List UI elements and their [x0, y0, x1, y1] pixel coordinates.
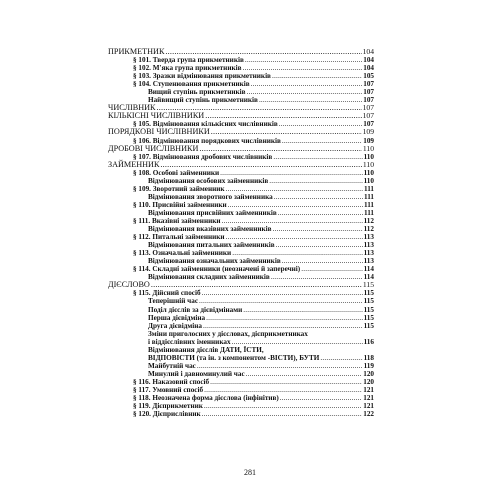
toc-entry-page: 115: [362, 280, 374, 290]
toc-entry-label: Вищий ступінь прикметників: [148, 88, 246, 97]
toc-entry: [108, 128, 374, 136]
toc-entry: [108, 201, 374, 209]
toc-entry: [108, 48, 374, 56]
toc-entry-page: 107: [362, 103, 374, 113]
toc-entry: [108, 177, 374, 185]
toc-entry-label: § 118. Неозначена форма дієслова (інфінітив): [133, 394, 279, 403]
toc-entry-label: § 119. Дієприкметник: [133, 402, 203, 411]
toc-leader-dots: [160, 161, 361, 169]
toc-entry-label: ЗАЙМЕННИК: [108, 159, 160, 169]
toc-entry-page: 104: [362, 47, 374, 56]
toc-entry-page: 104: [363, 56, 374, 65]
toc-leader-dots: [259, 96, 362, 104]
toc-entry-label: ДРОБОВІ ЧИСЛІВНИКИ: [108, 143, 199, 153]
toc-entry-page: 120: [363, 369, 374, 378]
toc-entry-label: і віддієслівних іменниках: [148, 337, 231, 346]
toc-entry-page: 119: [363, 361, 374, 370]
toc-entry-label: § 106. Відмінювання порядкових числівників: [133, 136, 281, 145]
toc-leader-dots: [199, 145, 362, 153]
toc-entry: [108, 217, 374, 225]
toc-entry-label: § 102. М'яка група прикметників: [133, 64, 242, 73]
toc-leader-dots: [243, 64, 363, 72]
toc-entry-page: 115: [363, 289, 374, 298]
toc-leader-dots: [245, 56, 362, 64]
toc-entry: [108, 322, 374, 330]
toc-leader-dots: [165, 48, 361, 56]
toc-entry-label: Відмінювання складних займенників: [148, 273, 270, 282]
toc-entry-label: Зміни приголосних у дієсловах, дієприкметниках: [148, 329, 308, 338]
toc-entry: [108, 241, 374, 249]
toc-leader-dots: [226, 233, 363, 241]
toc-leader-dots: [226, 185, 363, 193]
toc-entry: [108, 169, 374, 177]
toc-entry-label: Відмінювання вказівних займенників: [148, 225, 272, 234]
toc-entry: [108, 314, 374, 322]
toc-leader-dots: [232, 338, 363, 346]
toc-entry: [108, 346, 374, 354]
toc-entry-label: § 115. Дійсний спосіб: [133, 289, 201, 298]
toc-entry-label: Теперішній час: [148, 297, 199, 306]
toc-leader-dots: [232, 249, 362, 257]
toc-entry-label: § 103. Зразки відмінювання прикметників: [133, 72, 271, 81]
toc-entry-label: Відмінювання питальних займенників: [148, 241, 275, 250]
toc-entry-page: 107: [363, 80, 374, 89]
toc-entry: [108, 145, 374, 153]
toc-leader-dots: [273, 153, 362, 161]
toc-entry: [108, 306, 374, 314]
toc-entry-label: ПРИКМЕТНИК: [108, 47, 165, 56]
toc-entry: [108, 330, 374, 338]
toc-entry-page: 115: [363, 313, 374, 322]
toc-entry-page: 105: [363, 72, 374, 81]
toc-entry-page: 107: [363, 120, 374, 129]
toc-entry-label: Перша дієвідміна: [148, 313, 206, 322]
toc-entry-label: Відмінювання присвійних займенників: [148, 208, 277, 217]
toc-leader-dots: [203, 322, 363, 330]
toc-entry: [108, 410, 374, 418]
toc-entry-label: Друга дієвідміна: [148, 321, 202, 330]
toc-entry-page: 109: [363, 136, 374, 145]
toc-entry: [108, 378, 374, 386]
toc-leader-dots: [276, 241, 363, 249]
toc-entry: [108, 56, 374, 64]
toc-leader-dots: [282, 137, 362, 145]
toc-entry-label: Відмінювання дієслів ДАТИ, ЇСТИ,: [148, 345, 264, 354]
toc-leader-dots: [320, 354, 362, 362]
toc-entry: [108, 370, 374, 378]
toc-entry: [108, 72, 374, 80]
toc-entry-page: 114: [363, 273, 374, 282]
toc-leader-dots: [273, 225, 363, 233]
toc-entry-page: 107: [363, 96, 374, 105]
toc-entry-page: 113: [363, 249, 374, 258]
toc-leader-dots: [280, 394, 362, 402]
toc-leader-dots: [206, 314, 362, 322]
toc-entry-page: 121: [363, 394, 374, 403]
toc-entry-page: 110: [363, 168, 374, 177]
toc-leader-dots: [197, 362, 363, 370]
toc-entry-label: § 105. Відмінювання кількісних числівників: [133, 120, 278, 129]
table-of-contents: [108, 48, 374, 418]
toc-entry: [108, 225, 374, 233]
toc-entry-label: Майбутній час: [148, 361, 196, 370]
toc-entry-page: 121: [363, 385, 374, 394]
toc-entry-label: § 110. Присвійні займенники: [133, 200, 227, 209]
toc-leader-dots: [222, 217, 363, 225]
toc-entry: [108, 161, 374, 169]
toc-entry-label: § 116. Наказовий спосіб: [133, 377, 210, 386]
toc-leader-dots: [204, 386, 362, 394]
toc-entry-label: Відмінювання особових займенників: [148, 176, 269, 185]
toc-entry-page: 122: [363, 410, 374, 419]
toc-entry-label: § 111. Вказівні займенники: [133, 216, 221, 225]
toc-entry-page: 115: [363, 297, 374, 306]
toc-leader-dots: [243, 306, 362, 314]
toc-entry-page: 110: [363, 176, 374, 185]
page-number: 281: [244, 468, 256, 477]
toc-entry-label: § 117. Умовний спосіб: [133, 385, 204, 394]
toc-entry-page: 121: [363, 402, 374, 411]
toc-entry-page: 116: [363, 337, 374, 346]
toc-entry: [108, 193, 374, 201]
toc-entry: [108, 362, 374, 370]
toc-entry-page: 115: [363, 305, 374, 314]
toc-entry: [108, 394, 374, 402]
toc-entry-label: ДІЄСЛОВО: [108, 280, 150, 290]
toc-entry-page: 118: [363, 353, 374, 362]
toc-leader-dots: [211, 128, 362, 136]
toc-leader-dots: [269, 177, 362, 185]
toc-entry: [108, 233, 374, 241]
toc-entry-page: 110: [362, 143, 374, 153]
toc-entry-label: § 101. Тверда група прикметників: [133, 56, 244, 65]
toc-entry-page: 104: [363, 64, 374, 73]
toc-entry-page: 110: [362, 159, 374, 169]
toc-leader-dots: [220, 169, 362, 177]
toc-leader-dots: [271, 273, 363, 281]
toc-entry-page: 113: [363, 233, 374, 242]
toc-entry-page: 111: [364, 184, 374, 193]
toc-leader-dots: [279, 120, 362, 128]
toc-entry-page: 107: [362, 111, 374, 121]
toc-entry-page: 107: [363, 88, 374, 97]
toc-entry-label: § 109. Зворотний займенник: [133, 184, 225, 193]
toc-leader-dots: [204, 402, 362, 410]
toc-entry-label: Відмінювання означальних займенників: [148, 257, 281, 266]
toc-entry-label: Відмінювання зворотного займенника: [148, 192, 273, 201]
toc-entry: [108, 354, 374, 362]
toc-entry: [108, 209, 374, 217]
toc-entry-page: 110: [363, 152, 374, 161]
toc-leader-dots: [272, 72, 362, 80]
toc-entry-label: § 107. Відмінювання дробових числівників: [133, 152, 273, 161]
toc-entry-label: ПОРЯДКОВІ ЧИСЛІВНИКИ: [108, 127, 210, 137]
toc-leader-dots: [301, 265, 362, 273]
toc-entry: [108, 64, 374, 72]
toc-entry-page: 114: [363, 265, 374, 274]
toc-entry-label: § 104. Ступенювання прикметників: [133, 80, 250, 89]
toc-entry-label: ВІДПОВІСТИ (та ін. з компонентом -ВІСТИ), БУТИ: [148, 353, 320, 362]
toc-entry: [108, 402, 374, 410]
toc-leader-dots: [202, 289, 363, 297]
toc-entry-page: 112: [363, 216, 374, 225]
toc-entry-label: § 114. Складні займенники (неозначені й заперечні): [133, 265, 301, 274]
toc-entry-label: § 108. Особові займенники: [133, 168, 220, 177]
toc-entry-page: 115: [363, 321, 374, 330]
toc-leader-dots: [274, 193, 363, 201]
toc-leader-dots: [247, 88, 363, 96]
toc-leader-dots: [251, 80, 363, 88]
toc-entry-label: Поділ дієслів за дієвідмінами: [148, 305, 243, 314]
toc-leader-dots: [246, 370, 363, 378]
toc-entry-label: КІЛЬКІСНІ ЧИСЛІВНИКИ: [108, 111, 205, 121]
toc-leader-dots: [210, 378, 362, 386]
toc-leader-dots: [202, 410, 363, 418]
toc-entry-label: Минулий і давноминулий час: [148, 369, 245, 378]
toc-entry: [108, 297, 374, 305]
toc-entry-page: 111: [364, 208, 374, 217]
toc-entry-label: ЧИСЛІВНИК: [108, 103, 156, 113]
toc-entry: [108, 386, 374, 394]
toc-entry-page: 109: [362, 127, 374, 137]
toc-entry-label: § 113. Означальні займенники: [133, 249, 232, 258]
toc-leader-dots: [199, 297, 363, 305]
toc-entry: [108, 338, 374, 346]
toc-entry-label: Найвищий ступінь прикметників: [148, 96, 258, 105]
toc-entry-page: 120: [363, 377, 374, 386]
toc-entry-page: 113: [363, 241, 374, 250]
toc-entry: [108, 249, 374, 257]
toc-entry: [108, 185, 374, 193]
toc-entry-page: 111: [364, 192, 374, 201]
toc-entry-page: 111: [364, 200, 374, 209]
toc-entry-label: § 120. Дієприслівник: [133, 410, 201, 419]
toc-entry-label: § 112. Питальні займенники: [133, 233, 225, 242]
toc-leader-dots: [228, 201, 363, 209]
toc-entry-page: 112: [363, 225, 374, 234]
toc-entry-page: 113: [363, 257, 374, 266]
toc-leader-dots: [278, 209, 363, 217]
